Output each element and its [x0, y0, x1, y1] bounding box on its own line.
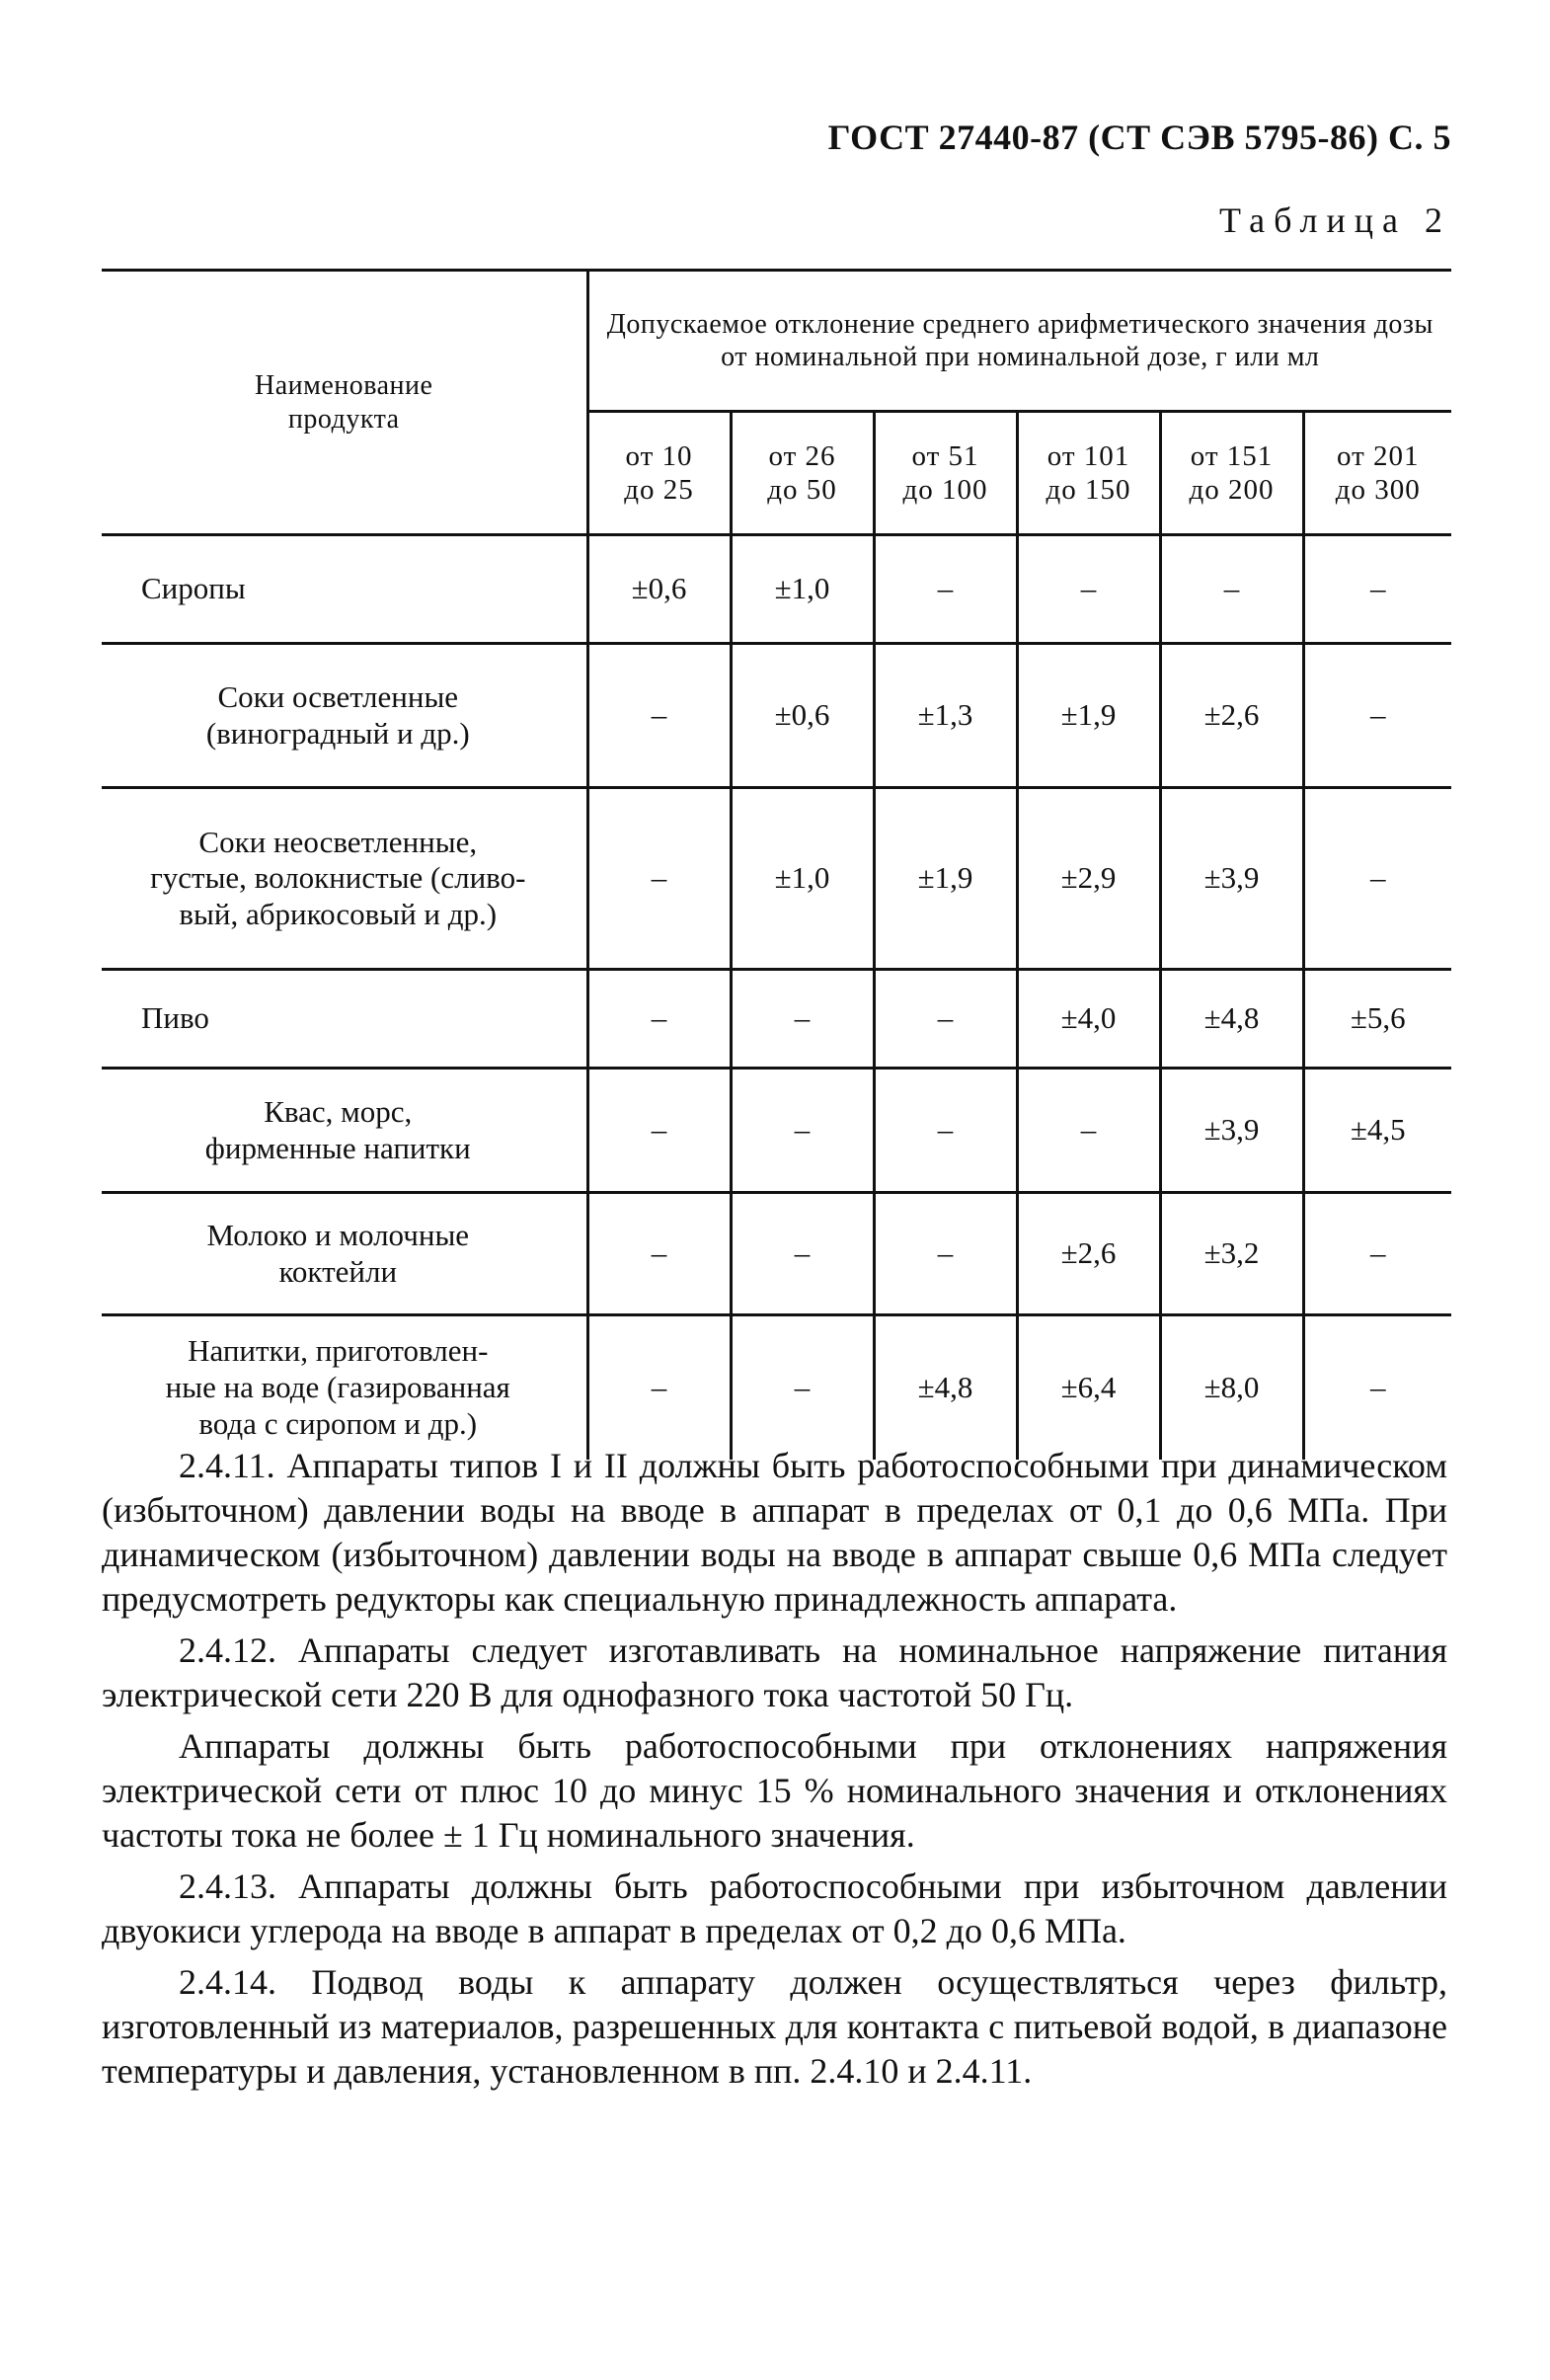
deviation-value: ±4,5	[1303, 1069, 1451, 1193]
deviation-value: ±6,4	[1017, 1315, 1160, 1460]
deviation-value: ±5,6	[1303, 970, 1451, 1069]
range-header-6: от 201 до 300	[1303, 411, 1451, 534]
table-row	[102, 1315, 1451, 1460]
table-row	[102, 1193, 1451, 1315]
deviation-value: –	[1370, 1369, 1386, 1404]
product-name: Сиропы	[102, 535, 587, 644]
deviation-value: ±1,0	[731, 535, 874, 644]
deviation-value: –	[1303, 644, 1451, 788]
deviation-value: –	[587, 644, 731, 788]
deviation-value: –	[1017, 1069, 1160, 1193]
deviation-value: ±2,9	[1017, 788, 1160, 970]
paragraph: 2.4.14. Подвод воды к аппарату должен осуществляться через фильтр, изготовленный из материалов, разрешенных для контакта с питьевой водой, в диапазоне температуры и давления, установленном в пп. 2.4.10 и 2.4.11.	[102, 1962, 1447, 2091]
range-header-3: от 51 до 100	[874, 411, 1017, 534]
paragraph: 2.4.13. Аппараты должны быть работоспособными при избыточном давлении двуокиси углерода на вводе в аппарат в пределах от 0,2 до 0,6 МПа.	[102, 1866, 1447, 1950]
table-row	[102, 535, 1451, 644]
table-row	[102, 644, 1451, 788]
deviation-value: –	[1017, 535, 1160, 644]
product-name-header: Наименование продукта	[102, 271, 587, 535]
deviation-value: ±0,6	[587, 535, 731, 644]
deviation-value: –	[731, 1315, 874, 1460]
deviation-value: –	[587, 788, 731, 970]
deviation-value: –	[1303, 788, 1451, 970]
product-name: Соки неосветленные, густые, волокнистые (сливо- вый, абрикосовый и др.)	[102, 788, 587, 970]
deviation-value: –	[1303, 535, 1451, 644]
deviation-value: –	[874, 1069, 1017, 1193]
paragraph: 2.4.11. Аппараты типов I и II должны быть работоспособными при динамическом (избыточном) давлении воды на вводе в аппарат в пределах от 0,1 до 0,6 МПа. При динамическом (избыточном) давлении воды на вводе в аппарат свыше 0,6 МПа следует предусмотреть редукторы как специальную принадлежность аппарата.	[102, 1446, 1447, 1619]
paragraph: Аппараты должны быть работоспособными при отклонениях напряжения электрической сети от плюс 10 до минус 15 % номинального значения и отклонениях частоты тока не более ± 1 Гц номинального значения.	[102, 1726, 1447, 1855]
page-header: ГОСТ 27440-87 (СТ СЭВ 5795-86) С. 5	[827, 118, 1451, 157]
range-header-5: от 151 до 200	[1160, 411, 1303, 534]
deviation-value: –	[874, 970, 1017, 1069]
paragraph: 2.4.12. Аппараты следует изготавливать на номинальное напряжение питания электрической сети 220 В для однофазного тока частотой 50 Гц.	[102, 1630, 1447, 1714]
deviation-value: ±3,9	[1160, 788, 1303, 970]
deviation-value: ±4,8	[1160, 970, 1303, 1069]
table-row	[102, 970, 1451, 1069]
deviation-value: –	[874, 1193, 1017, 1315]
deviation-value: –	[731, 1069, 874, 1193]
product-name: Пиво	[102, 970, 587, 1069]
deviation-value: ±3,2	[1160, 1193, 1303, 1315]
deviation-value: –	[1160, 535, 1303, 644]
deviation-value: ±1,9	[874, 788, 1017, 970]
product-name: Напитки, приготовлен- ные на воде (газированная вода с сиропом и др.)	[102, 1315, 587, 1460]
deviation-value: –	[587, 1193, 731, 1315]
deviation-value: ±3,9	[1160, 1069, 1303, 1193]
deviation-value: ±1,0	[731, 788, 874, 970]
table-row	[102, 788, 1451, 970]
body-text	[102, 1444, 1447, 2101]
dose-deviation-table	[102, 269, 1451, 1460]
deviation-value: –	[874, 535, 1017, 644]
deviation-value: ±1,9	[1017, 644, 1160, 788]
deviation-value: ±2,6	[1017, 1193, 1160, 1315]
deviation-value: –	[731, 970, 874, 1069]
product-name: Молоко и молочные коктейли	[102, 1193, 587, 1315]
deviation-value: –	[731, 1193, 874, 1315]
deviation-value: ±4,8	[874, 1315, 1017, 1460]
deviation-value: ±1,3	[874, 644, 1017, 788]
product-name: Квас, морс, фирменные напитки	[102, 1069, 587, 1193]
deviation-group-header: Допускаемое отклонение среднего арифметического значения дозы от номинальной при номинальной дозе, г или мл	[587, 271, 1451, 412]
deviation-value: ±0,6	[731, 644, 874, 788]
product-name: Соки осветленные (виноградный и др.)	[102, 644, 587, 788]
deviation-value: –	[587, 1069, 731, 1193]
deviation-value: ±8,0	[1160, 1315, 1303, 1460]
deviation-value: ±4,0	[1017, 970, 1160, 1069]
range-header-4: от 101 до 150	[1017, 411, 1160, 534]
deviation-value: –	[587, 970, 731, 1069]
deviation-value: –	[587, 1315, 731, 1460]
deviation-value: –	[1303, 1193, 1451, 1315]
deviation-value: ±2,6	[1160, 644, 1303, 788]
range-header-2: от 26 до 50	[731, 411, 874, 534]
table-title: Таблица 2	[1219, 200, 1451, 240]
range-header-1: от 10 до 25	[587, 411, 731, 534]
table-row	[102, 1069, 1451, 1193]
